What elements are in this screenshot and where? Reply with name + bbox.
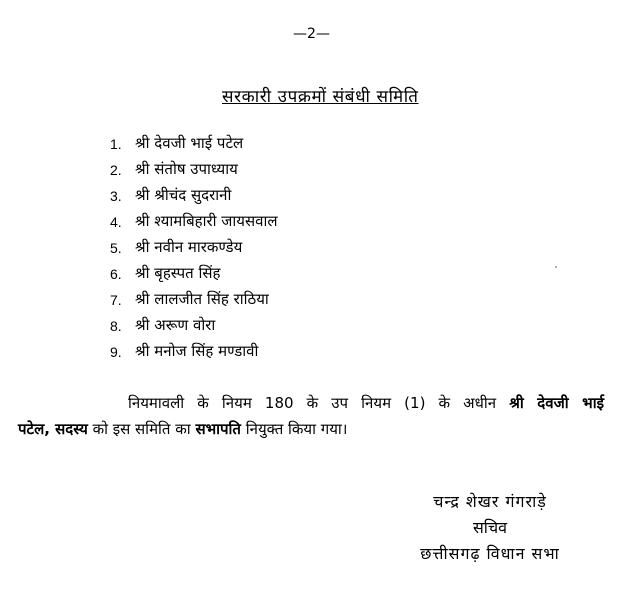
member-number: 5.: [110, 240, 122, 256]
member-item: [0, 263, 623, 289]
member-number: 9.: [110, 344, 122, 360]
paragraph-line-1: [18, 390, 604, 416]
member-number: 6.: [110, 266, 122, 282]
committee-title: सरकारी उपक्रमों संबंधी समिति: [222, 87, 419, 107]
member-name: श्री नवीन मारकण्डेय: [135, 238, 243, 256]
signature-block: [390, 489, 590, 567]
member-name: श्री अरूण वोरा: [135, 316, 216, 334]
member-name: श्री लालजीत सिंह राठिया: [135, 290, 269, 308]
signatory-organization: छत्तीसगढ़ विधान सभा: [420, 544, 560, 563]
member-item: [0, 237, 623, 263]
member-item: [0, 341, 623, 367]
paragraph-text: नियुक्त किया गया।: [245, 420, 348, 438]
chairman-name: श्री देवजी भाई: [509, 394, 604, 412]
member-name: श्री बृहस्पत सिंह: [135, 264, 221, 282]
member-number: 4.: [110, 214, 122, 230]
scan-speck: [555, 266, 557, 268]
member-name: श्री श्रीचंद सुदरानी: [135, 186, 232, 204]
member-number: 7.: [110, 292, 122, 308]
member-item: [0, 315, 623, 341]
member-number: 3.: [110, 188, 122, 204]
member-item: [0, 159, 623, 185]
signatory-designation: सचिव: [472, 518, 508, 537]
member-name: श्री श्यामबिहारी जायसवाल: [135, 212, 278, 230]
page-number: —2—: [293, 26, 330, 42]
member-number: 8.: [110, 318, 122, 334]
member-number: 1.: [110, 136, 122, 152]
member-item: [0, 289, 623, 315]
member-item: [0, 211, 623, 237]
member-item: [0, 133, 623, 159]
member-item: [0, 185, 623, 211]
member-name: श्री देवजी भाई पटेल: [135, 134, 244, 152]
member-name: श्री मनोज सिंह मण्डावी: [135, 342, 259, 360]
member-number: 2.: [110, 162, 122, 178]
appointment-paragraph: [18, 390, 604, 442]
chairman-name-cont: पटेल, सदस्य: [18, 420, 88, 438]
paragraph-text: नियमावली के नियम 180 के उप नियम (1) के अधीन: [128, 394, 497, 412]
paragraph-line-2: [18, 416, 604, 442]
signatory-name: चन्द्र शेखर गंगराड़े: [433, 492, 547, 511]
member-list: [0, 133, 623, 367]
member-name: श्री संतोष उपाध्याय: [135, 160, 238, 178]
paragraph-text: को इस समिति का: [92, 420, 191, 438]
chairman-role: सभापति: [195, 420, 241, 438]
